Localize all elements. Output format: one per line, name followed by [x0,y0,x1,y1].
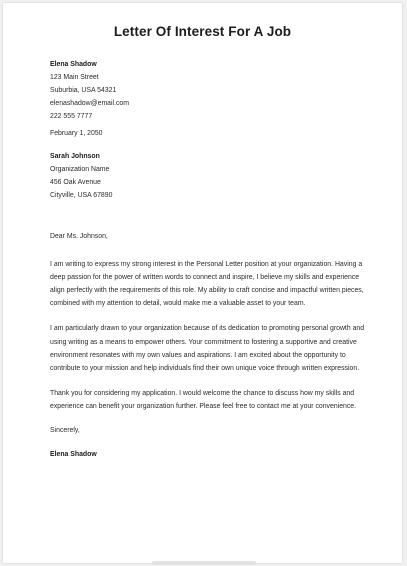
recipient-city: Cityville, USA 67890 [50,191,113,199]
paragraph-2: I am particularly drawn to your organization because of its dedication to promoting personal growth and using writing as a means to empower others. Your commitment to fostering a supportive and creative environment resonates with my own values and aspirations. I am excited about the opportunity to contribute to your mission and help individuals find their own unique voice through written expression. [50,325,365,372]
recipient-name: Sarah Johnson [50,152,100,160]
recipient-street: 456 Oak Avenue [50,178,101,186]
sender-phone: 222 555 7777 [50,113,93,121]
sender-name: Elena Shadow [50,61,97,68]
document-title: Letter Of Interest For A Job [113,24,292,39]
sender-email: elenashadow@email.com [50,100,130,108]
recipient-organization: Organization Name [50,165,110,173]
paragraph-1: I am writing to express my strong interest in the Personal Letter position at your organization. Having a deep passion for the power of written words to connect and inspire, I believe my skills and experience align perfectly with the requirements of this role. My ability to craft concise and impactful written pieces, combined with my attention to detail, would make me a valuable asset to your team. [50,261,364,308]
signature-name: Elena Shadow [50,451,97,459]
scroll-indicator[interactable] [152,561,256,565]
recipient-block [50,150,366,202]
document-page [3,3,402,563]
letter-date: February 1, 2050 [50,130,103,138]
closing: Sincerely, [50,426,80,434]
sender-street: 123 Main Street [50,74,99,82]
salutation: Dear Ms. Johnson, [50,232,108,240]
sender-city: Suburbia, USA 54321 [50,87,117,95]
letter-body [50,58,366,461]
paragraph-3: Thank you for considering my application. I would welcome the chance to discuss how my skills and experience can benefit your organization further. Please feel free to contact me at your convenience. [50,389,357,410]
sender-block [50,58,366,123]
